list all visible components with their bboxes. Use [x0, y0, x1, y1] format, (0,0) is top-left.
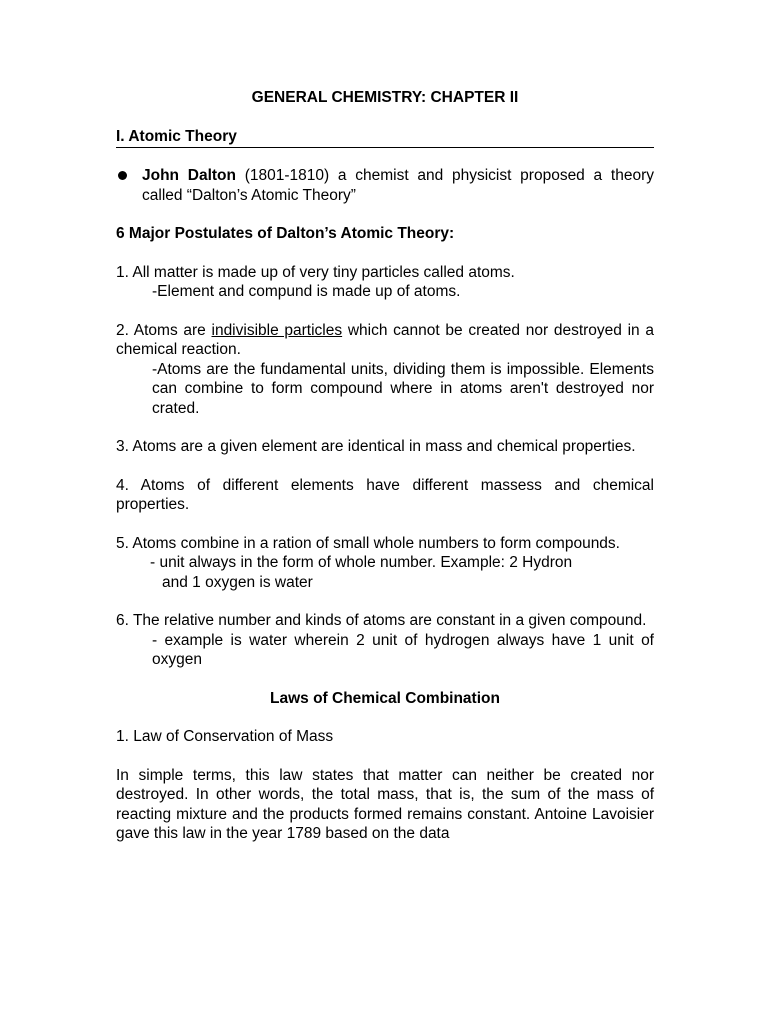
postulate-5 [116, 534, 654, 593]
law-1-heading: 1. Law of Conservation of Mass [116, 728, 334, 745]
postulate-6-text: 6. The relative number and kinds of atoms are constant in a given compound. [116, 612, 647, 629]
dalton-name: John Dalton [142, 167, 236, 184]
postulate-5-note-a: - unit always in the form of whole number. Example: 2 Hydron [150, 554, 573, 571]
postulate-2-text [116, 321, 654, 360]
postulate-5-note-b: and 1 oxygen is water [162, 573, 313, 591]
postulate-2-pre: 2. Atoms are [116, 321, 212, 339]
laws-heading: Laws of Chemical Combination [270, 689, 500, 707]
postulate-3-text: 3. Atoms are a given element are identical in mass and chemical properties. [116, 438, 636, 455]
postulate-2 [116, 321, 654, 419]
postulate-2-post: which cannot be created nor destroyed in a chemical reaction. [116, 321, 654, 358]
document-title: GENERAL CHEMISTRY: CHAPTER II [251, 89, 519, 106]
postulate-2-underlined: indivisible particles [211, 321, 343, 339]
bullet-john-dalton [116, 166, 654, 205]
postulates-heading: 6 Major Postulates of Dalton’s Atomic Theory: [116, 225, 455, 242]
postulate-2-note: -Atoms are the fundamental units, dividing them is impossible. Elements can combine to form compound where in atoms aren't destroyed nor crated. [152, 360, 654, 417]
postulate-1 [116, 263, 654, 302]
postulate-1-text: 1. All matter is made up of very tiny particles called atoms. [116, 263, 515, 281]
postulate-3 [116, 437, 654, 457]
postulate-6-note: - example is water wherein 2 unit of hydrogen always have 1 unit of oxygen [152, 631, 654, 668]
postulate-1-note: -Element and compund is made up of atoms. [152, 283, 461, 300]
document-body [116, 88, 654, 844]
bullet-dot-icon [118, 171, 127, 180]
postulate-4 [116, 476, 654, 515]
postulate-6 [116, 611, 654, 670]
dalton-description: (1801-1810) a chemist and physicist proposed a theory called “Dalton’s Atomic Theory” [142, 167, 654, 204]
postulate-4-text: 4. Atoms of different elements have different massess and chemical properties. [116, 476, 654, 513]
law-1-paragraph: In simple terms, this law states that matter can neither be created nor destroyed. In other words, the total mass, that is, the sum of the mass of reacting mixture and the products formed remains constant. Antoine Lavoisier gave this law in the year 1789 based on the data [116, 766, 654, 842]
section-heading: I. Atomic Theory [116, 127, 654, 149]
postulate-5-text: 5. Atoms combine in a ration of small whole numbers to form compounds. [116, 534, 620, 552]
